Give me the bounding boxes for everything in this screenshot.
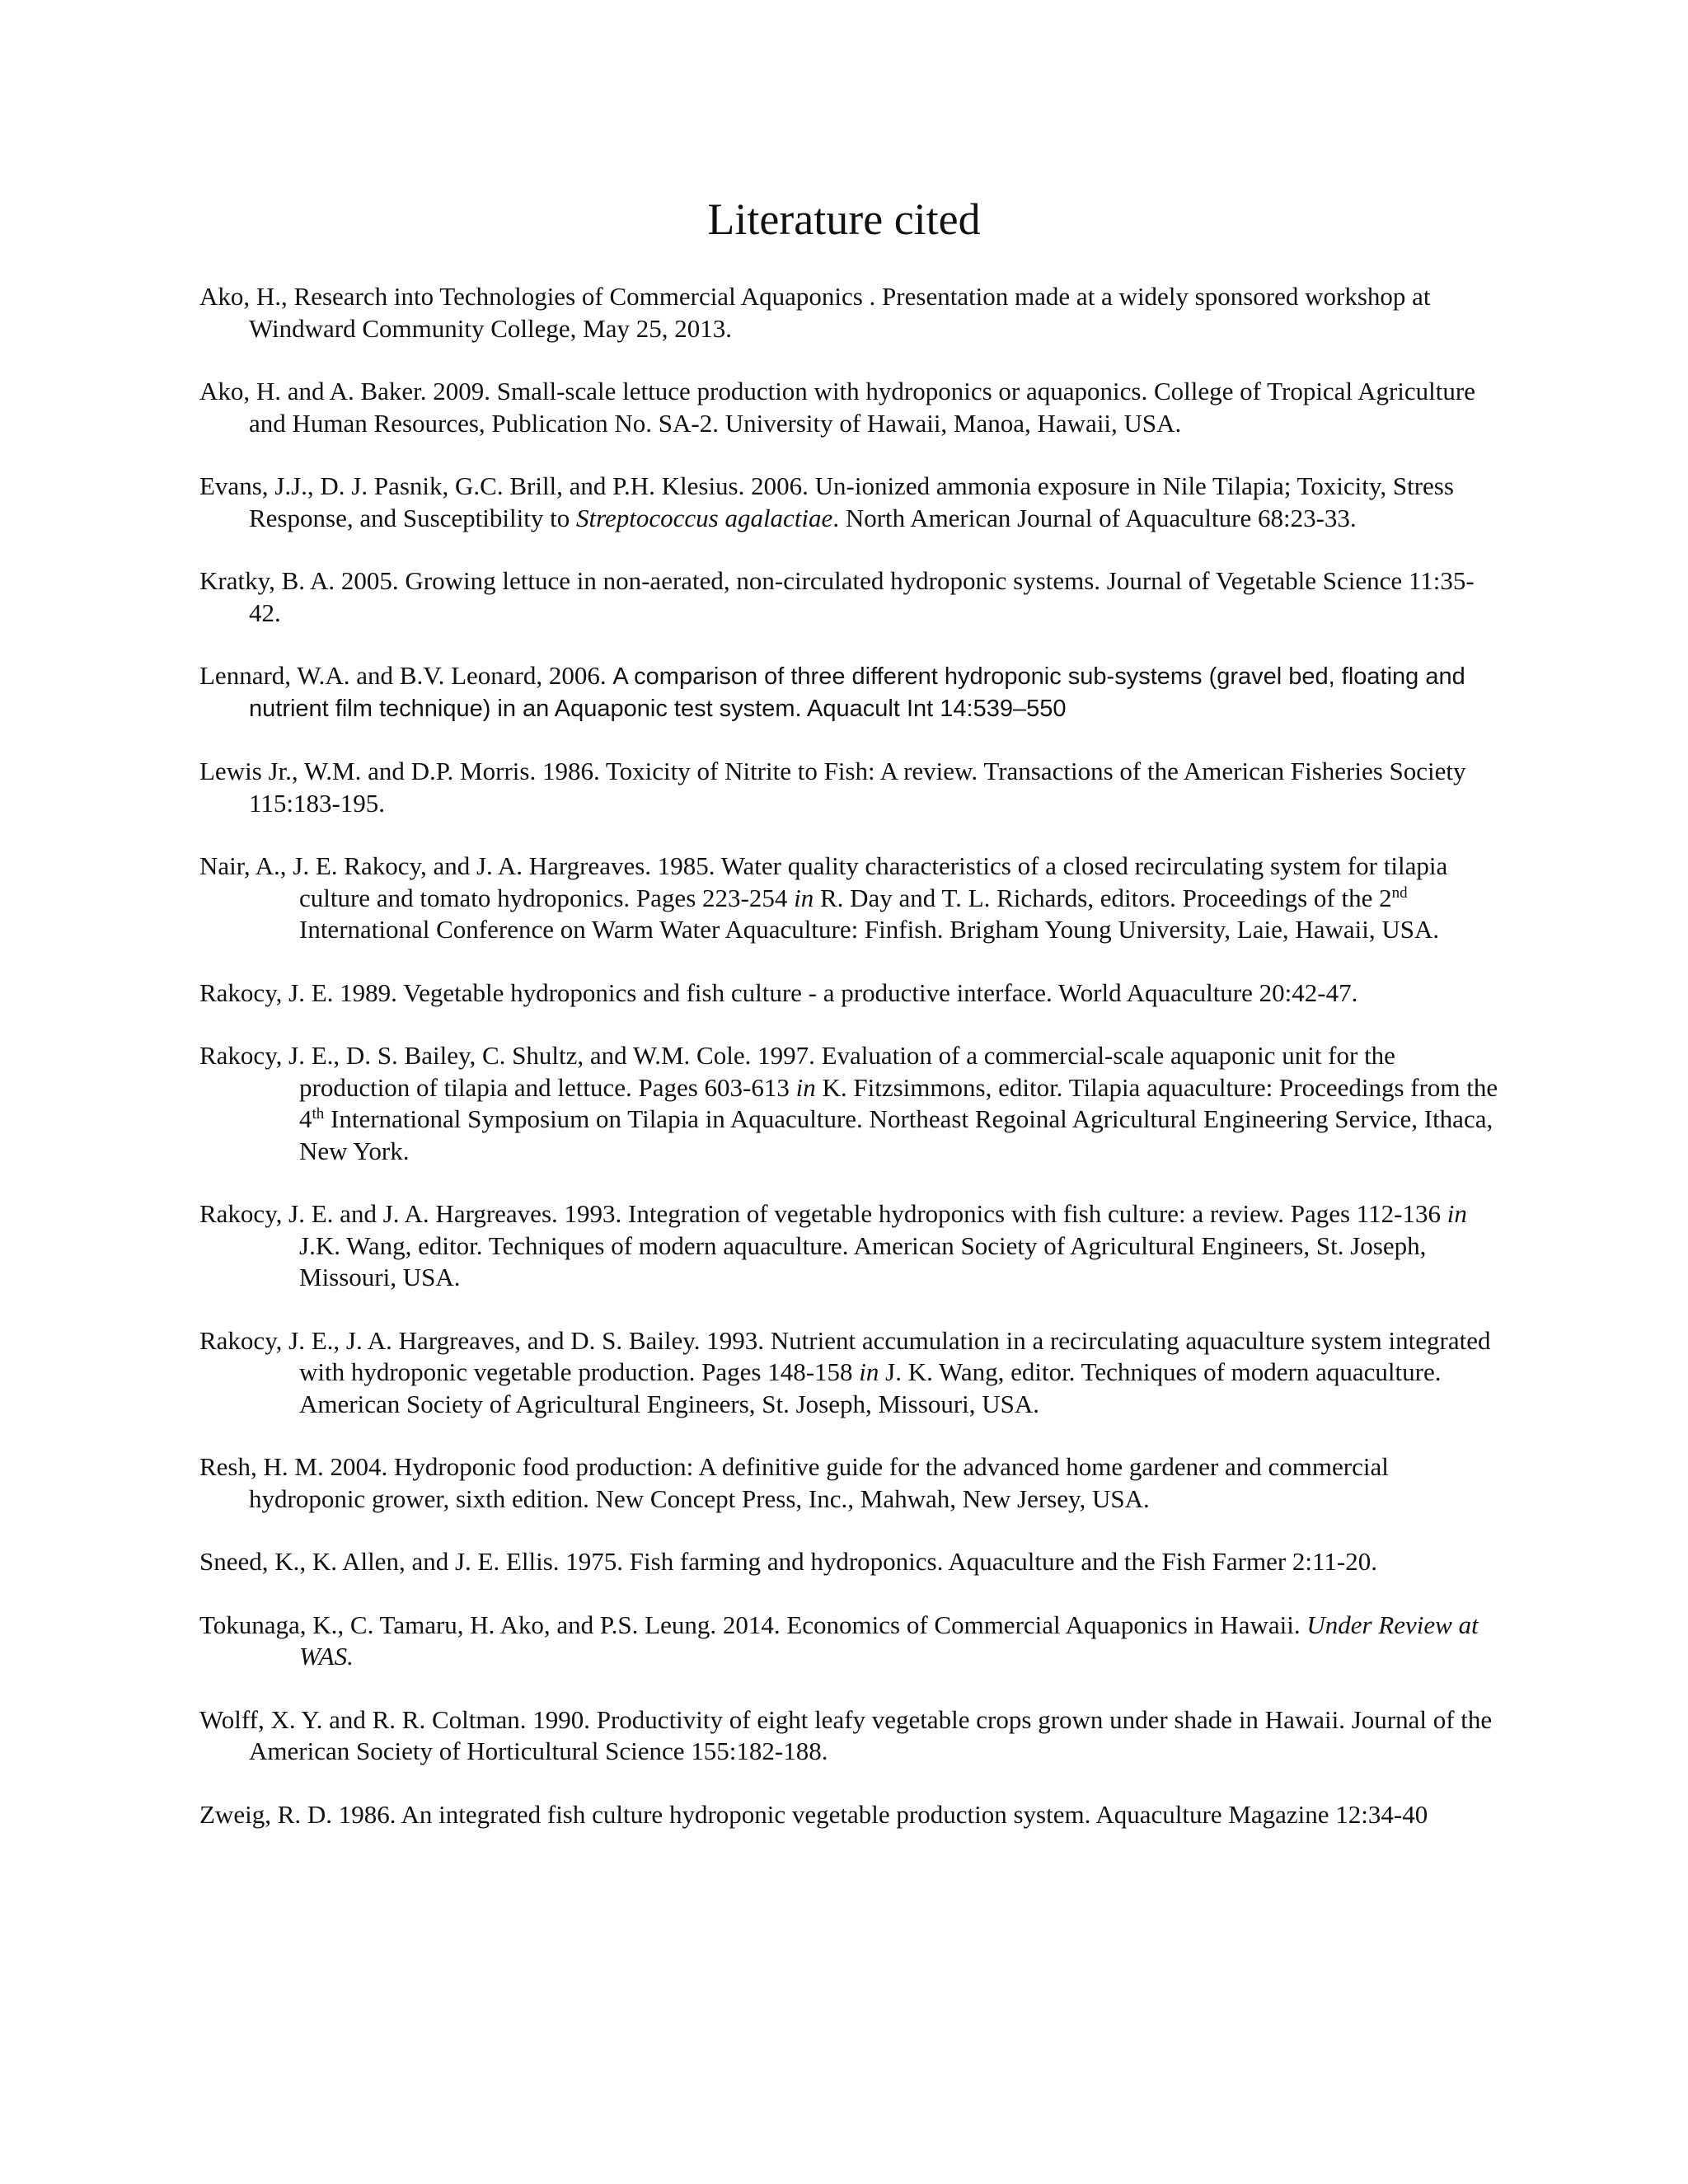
reference-item-evans-2006 (199, 471, 1502, 534)
italic-in: in (795, 1072, 816, 1102)
italic-in: in (794, 883, 814, 912)
italic-in: in (1447, 1199, 1467, 1228)
ordinal-superscript: th (312, 1105, 325, 1122)
reference-item-rakocy-1989: Rakocy, J. E. 1989. Vegetable hydroponics and fish culture - a productive interface. World Aquaculture 20:42-47. (199, 977, 1358, 1007)
reference-text: Rakocy, J. E., D. S. Bailey, C. Shultz, and W.M. Cole. 1997. Evaluation of a commercial-scale aquaponic unit for the production of tilapia and lettuce. Pages 603-613 (199, 1041, 1395, 1102)
reference-text: International Conference on Warm Water Aquaculture: Finfish. Brigham Young University, Laie, Hawaii, USA. (299, 915, 1440, 944)
reference-item-zweig-1986: Zweig, R. D. 1986. An integrated fish culture hydroponic vegetable production system. Aquaculture Magazine 12:34-40 (199, 1799, 1428, 1829)
reference-text: A comparison of three different hydroponic sub-systems (gravel bed, floating and nutrient film technique) in an Aquaponic test system. Aquacult Int 14:539–550 (249, 663, 1465, 722)
reference-text: Nair, A., J. E. Rakocy, and J. A. Hargreaves. 1985. Water quality characteristics of a closed recirculating system for tilapia culture and tomato hydroponics. Pages 223-254 (199, 851, 1448, 912)
reference-item-ako-2013: Ako, H., Research into Technologies of Commercial Aquaponics . Presentation made at a widely sponsored workshop at Windward Community College, May 25, 2013. (199, 282, 1431, 343)
reference-item-ako-baker-2009: Ako, H. and A. Baker. 2009. Small-scale lettuce production with hydroponics or aquaponics. College of Tropical Agriculture and Human Resources, Publication No. SA-2. University of Hawaii, Manoa, Hawaii, USA. (199, 377, 1475, 438)
reference-authors: Lennard, W.A. and B.V. Leonard, 2006. (199, 661, 613, 690)
reference-item-lewis-1986: Lewis Jr., W.M. and D.P. Morris. 1986. Toxicity of Nitrite to Fish: A review. Transactions of the American Fisheries Society 115:183-195. (199, 757, 1466, 818)
reference-text: Tokunaga, K., C. Tamaru, H. Ako, and P.S. Leung. 2014. Economics of Commercial Aquaponics in Hawaii. (199, 1610, 1307, 1639)
reference-text: . North American Journal of Aquaculture 68:23-33. (832, 503, 1357, 532)
species-name-italic: Streptococcus agalactiae (575, 503, 833, 532)
page-title: Literature cited (707, 194, 981, 244)
ordinal-superscript: nd (1391, 883, 1408, 902)
reference-item-rakocy-1997 (199, 1040, 1502, 1167)
reference-text: International Symposium on Tilapia in Aquaculture. Northeast Regoinal Agricultural Engineering Service, Ithaca, New York. (299, 1104, 1493, 1165)
reference-text: J. K. Wang, editor. Techniques of modern aquaculture. American Society of Agricultural Engineers, St. Joseph, Missouri, USA. (299, 1357, 1442, 1418)
reference-list (199, 281, 1502, 1862)
reference-item-rakocy-hargreaves-1993 (199, 1198, 1502, 1294)
reference-text: J.K. Wang, editor. Techniques of modern aquaculture. American Society of Agricultural Engineers, St. Joseph, Missouri, USA. (299, 1230, 1427, 1291)
reference-text: Evans, J.J., D. J. Pasnik, G.C. Brill, and P.H. Klesius. 2006. Un-ionized ammonia exposure in Nile Tilapia; Toxicity, Stress Response, and Susceptibility to (199, 471, 1454, 532)
reference-item-nair-1985 (199, 851, 1502, 946)
reference-text: Rakocy, J. E., J. A. Hargreaves, and D. S. Bailey. 1993. Nutrient accumulation in a recirculating aquaculture system integrated with hydroponic vegetable production. Pages 148-158 (199, 1325, 1491, 1386)
reference-item-kratky-2005: Kratky, B. A. 2005. Growing lettuce in non-aerated, non-circulated hydroponic systems. Journal of Vegetable Science 11:35-42. (199, 566, 1475, 627)
reference-item-rakocy-hargreaves-bailey-1993 (199, 1325, 1502, 1421)
reference-item-resh-2004: Resh, H. M. 2004. Hydroponic food production: A definitive guide for the advanced home gardener and commercial hydroponic grower, sixth edition. New Concept Press, Inc., Mahwah, New Jersey, USA. (199, 1452, 1389, 1513)
reference-text: K. Fitzsimmons, editor. Tilapia aquaculture: Proceedings from the 4 (299, 1072, 1498, 1133)
reference-text: Rakocy, J. E. and J. A. Hargreaves. 1993. Integration of vegetable hydroponics with fish culture: a review. Pages 112-136 (199, 1199, 1447, 1228)
reference-item-sneed-1975: Sneed, K., K. Allen, and J. E. Ellis. 1975. Fish farming and hydroponics. Aquaculture and the Fish Farmer 2:11-20. (199, 1547, 1377, 1576)
reference-item-lennard-2006 (199, 660, 1502, 724)
reference-text: R. Day and T. L. Richards, editors. Proceedings of the 2 (814, 883, 1392, 912)
review-status-italic: Under Review at WAS. (299, 1610, 1479, 1671)
italic-in: in (859, 1357, 879, 1386)
reference-item-wolff-1990: Wolff, X. Y. and R. R. Coltman. 1990. Productivity of eight leafy vegetable crops grown under shade in Hawaii. Journal of the American Society of Horticultural Science 155:182-188. (199, 1704, 1493, 1765)
reference-item-tokunaga-2014 (199, 1610, 1502, 1673)
